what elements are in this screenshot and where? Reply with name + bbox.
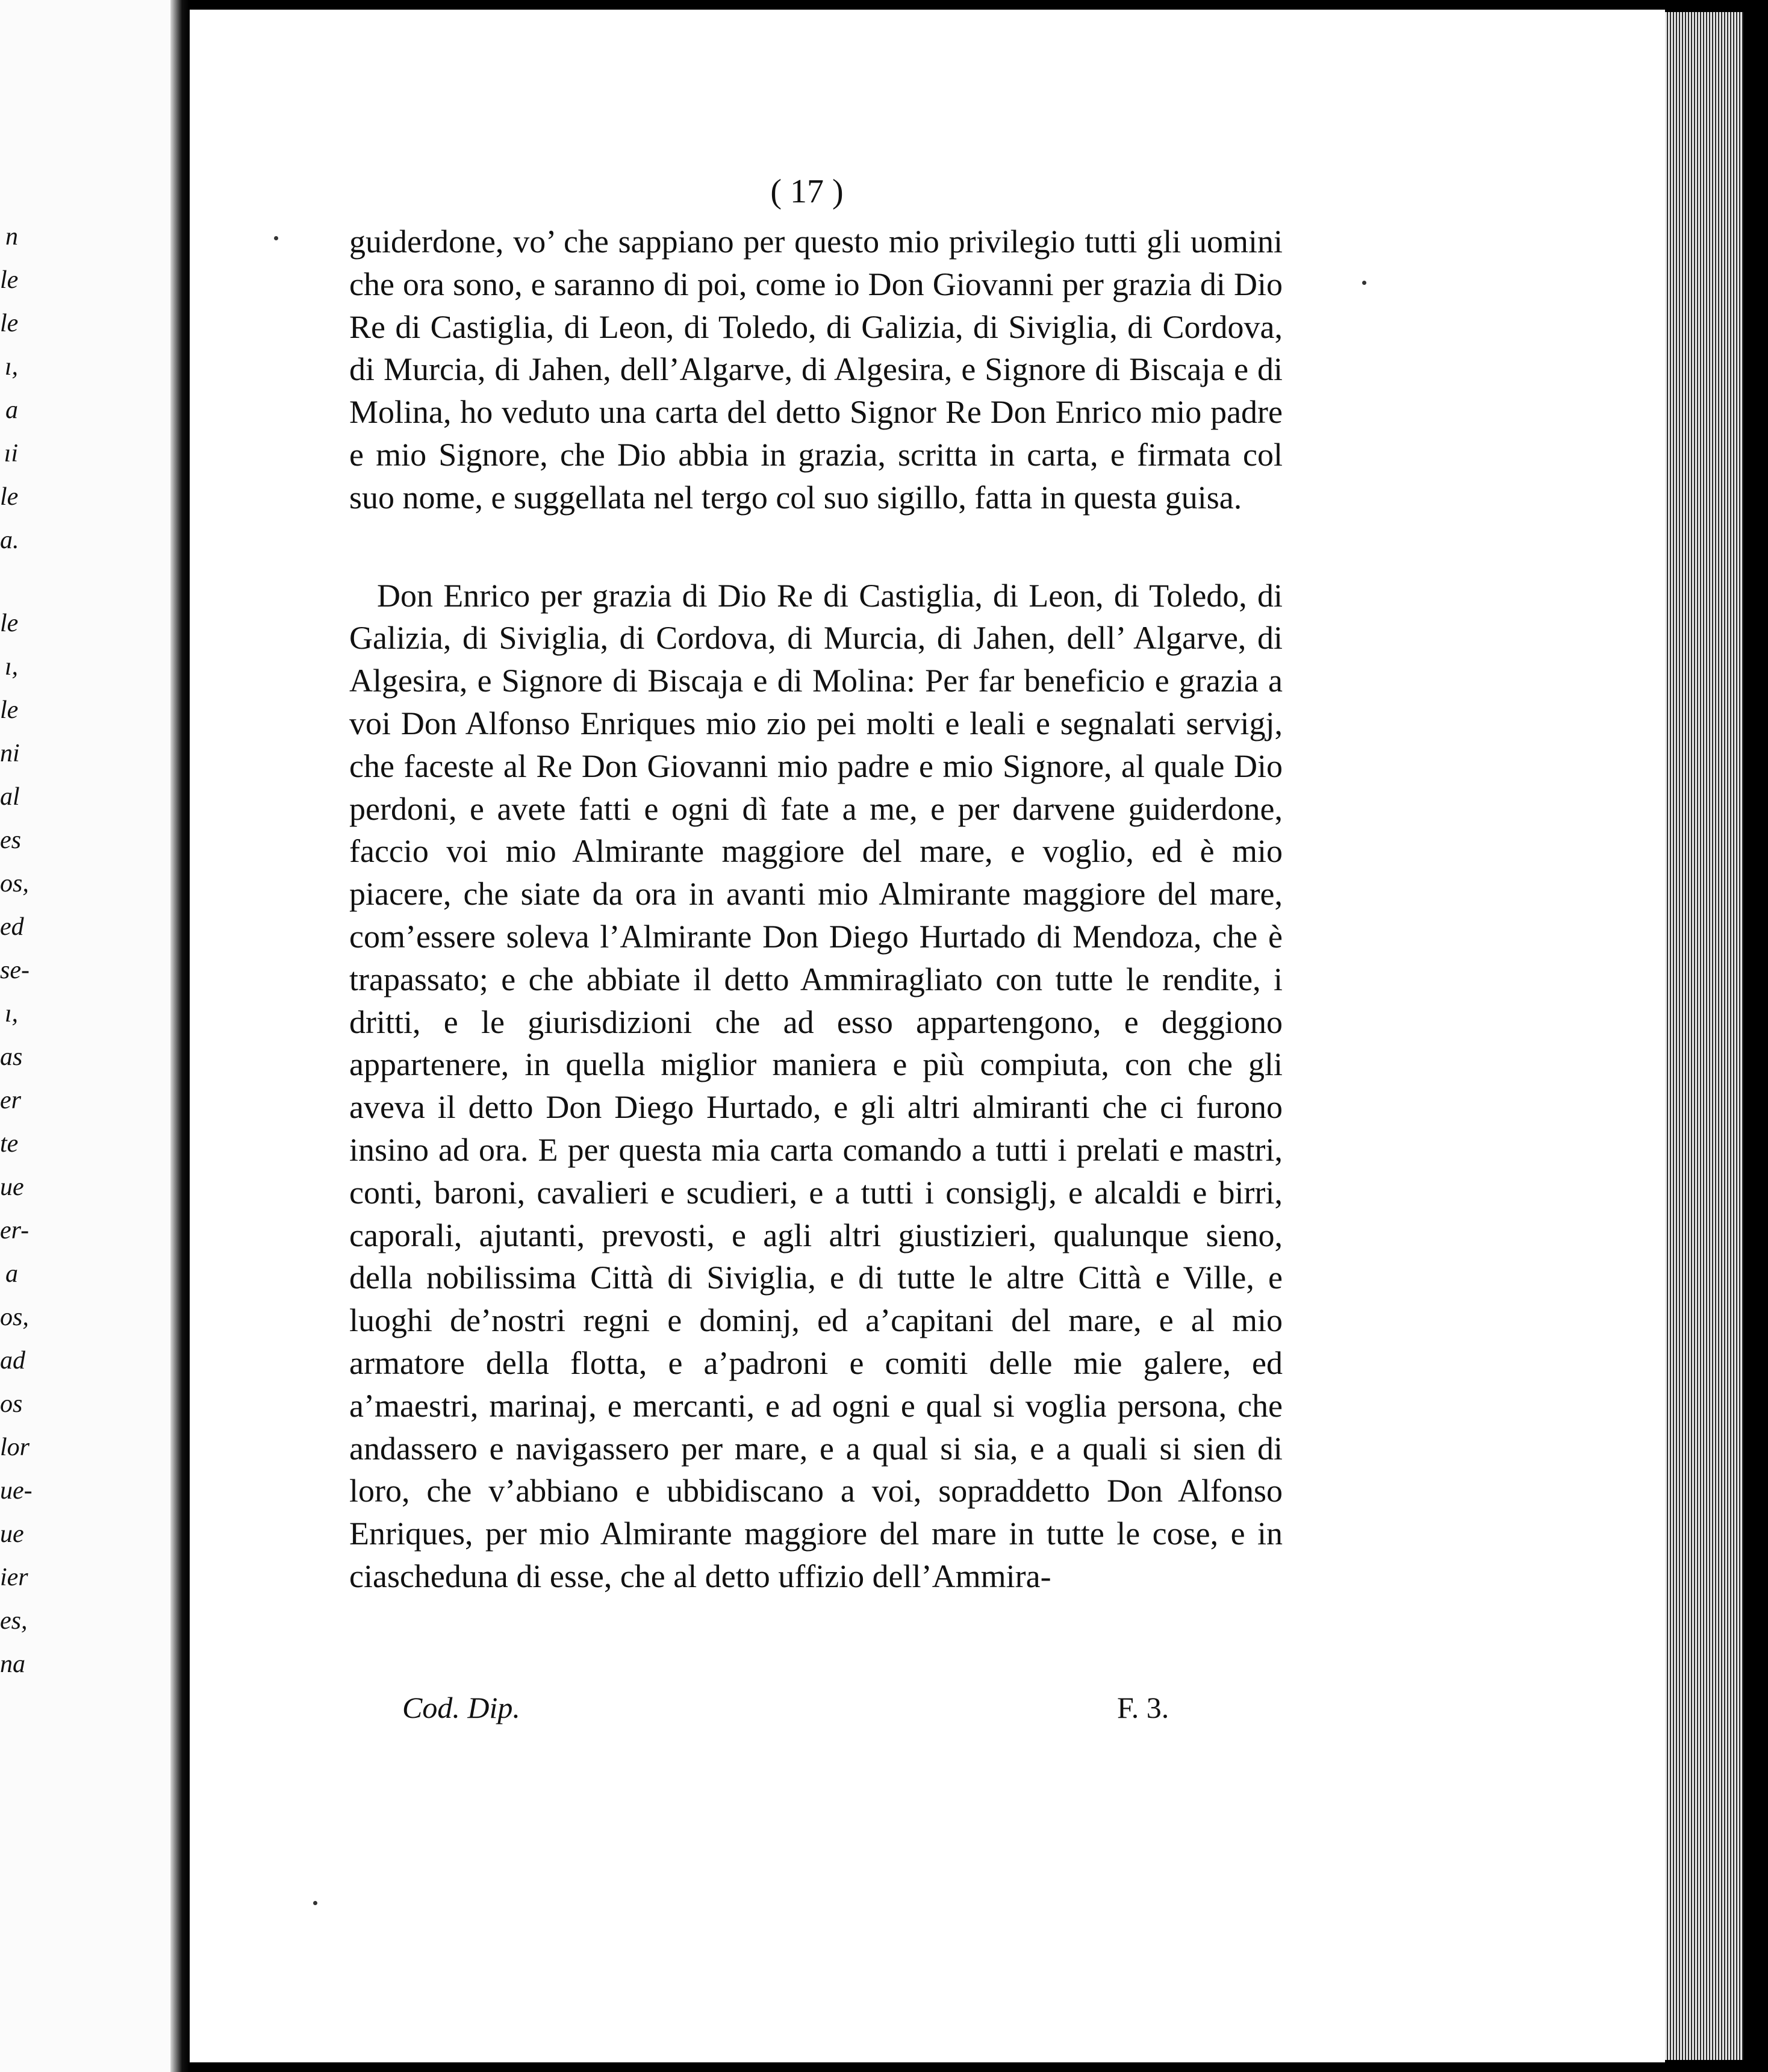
body-text (349, 220, 1283, 1598)
left-page-fragment: le (0, 310, 19, 337)
left-page-fragment: os, (0, 1303, 29, 1331)
left-page-fragment: os (0, 1390, 23, 1418)
left-page-fragment: a (5, 1260, 18, 1288)
left-page-fragment: na (0, 1650, 25, 1678)
ink-speck (274, 236, 278, 240)
left-page-fragment: te (0, 1130, 19, 1158)
left-page-fragment: ue (0, 1173, 24, 1201)
left-page-fragment: ue (0, 1520, 24, 1548)
left-page-fragment: n (5, 223, 18, 251)
left-page-fragment: ı, (4, 1000, 18, 1028)
page-edges (1665, 12, 1743, 2060)
left-page-fragment: lor (0, 1434, 30, 1461)
left-page-fragment: ı, (4, 353, 18, 381)
left-page-fragment: ier (0, 1564, 28, 1591)
left-page-fragment: er- (0, 1217, 30, 1244)
left-page-fragment: as (0, 1043, 23, 1071)
signature-mark-right: F. 3. (1117, 1691, 1169, 1724)
paragraph: guiderdone, vo’ che sappiano per questo mio privilegio tutti gli uomini che ora sono, e saranno di poi, come io Don Giovanni per grazia di Dio Re di Castiglia, di Leon, di Toledo, di Galizia, di Siviglia, di Cordova, di Murcia, di Jahen, dell’Algarve, di Algesira, e Signore di Biscaja e di Molina, ho veduto una carta del detto Signor Re Don Enrico mio padre e mio Signore, che Dio abbia in grazia, scritta in carta, e firmata col suo nome, e suggellata nel tergo col suo sigillo, fatta in questa guisa. (349, 223, 1283, 516)
left-page-fragment: ue- (0, 1477, 33, 1505)
left-page-fragment: ni (0, 740, 20, 767)
left-page-fragment: a. (0, 526, 19, 554)
signature-mark-left: Cod. Dip. (402, 1691, 520, 1724)
left-page-fragment: es (0, 826, 21, 854)
left-page-fragment: er (0, 1087, 21, 1114)
left-page-fragment: le (0, 483, 19, 511)
left-page-fragment: le (0, 610, 19, 637)
left-page-fragment: le (0, 696, 19, 724)
book-gutter (170, 0, 190, 2072)
left-page-fragment: es, (0, 1607, 28, 1635)
scan-border (1743, 0, 1768, 2072)
left-page-fragment: a (5, 396, 18, 424)
left-page-fragment: al (0, 783, 20, 811)
left-page-fragment: os, (0, 870, 29, 897)
left-page-fragment: ı, (4, 653, 18, 681)
left-page-fragment: ed (0, 913, 24, 941)
left-page-edge (0, 0, 175, 2072)
ink-speck (313, 1901, 317, 1905)
left-page-fragment: le (0, 266, 19, 294)
page-number: ( 17 ) (770, 173, 844, 210)
left-page-fragment: se- (0, 956, 30, 984)
left-page-fragment: ad (0, 1347, 25, 1375)
paragraph: Don Enrico per grazia di Dio Re di Castiglia, di Leon, di Toledo, di Galizia, di Siviglia, di Cordova, di Murcia, di Jahen, dell’ Algarve, di Algesira, e Signore di Biscaja e di Molina: Per far beneficio e grazia a voi Don Alfonso Enriques mio zio pei molti e leali e segnalati servigj, che faceste al Re Don Giovanni mio padre e mio Signore, al quale Dio perdoni, e avete fatti e ogni dì fate a me, e per darvene guiderdone, faccio voi mio Almirante maggiore del mare, e voglio, ed è mio piacere, che siate da ora in avanti mio Almirante maggiore del mare, com’essere soleva l’Almirante Don Diego Hurtado di Mendoza, che è trapassato; e che abbiate il detto Ammiragliato con tutte le rendite, i dritti, e le giurisdizioni che ad esso appartengono, e deggiono appartenere, in quella miglior maniera e più compiuta, con che gli aveva il detto Don Diego Hurtado, e gli altri almiranti che ci furono insino ad ora. E per questa mia carta comando a tutti i prelati e mastri, conti, baroni, cavalieri e scudieri, e a tutti i consiglj, e alcaldi e birri, caporali, ajutanti, prevosti, e agli altri giustizieri, qualunque sieno, della nobilissima Città di Siviglia, e di tutte le altre Città e Ville, e luoghi de’nostri regni e dominj, ed a’capitani del mare, e al mio armatore della flotta, e a’padroni e comiti delle mie galere, ed a’maestri, marinaj, e mercanti, e ad ogni e qual si voglia persona, che andassero e navigassero per mare, e a qual si sia, e a quali si sien di loro, che v’abbiano e ubbidiscano a voi, sopraddetto Don Alfonso Enriques, per mio Almirante maggiore del mare in tutte le cose, e in ciascheduna di esse, che al detto uffizio dell’Ammira- (349, 577, 1283, 1594)
ink-speck (1362, 281, 1366, 285)
left-page-fragment: ıi (4, 440, 18, 467)
